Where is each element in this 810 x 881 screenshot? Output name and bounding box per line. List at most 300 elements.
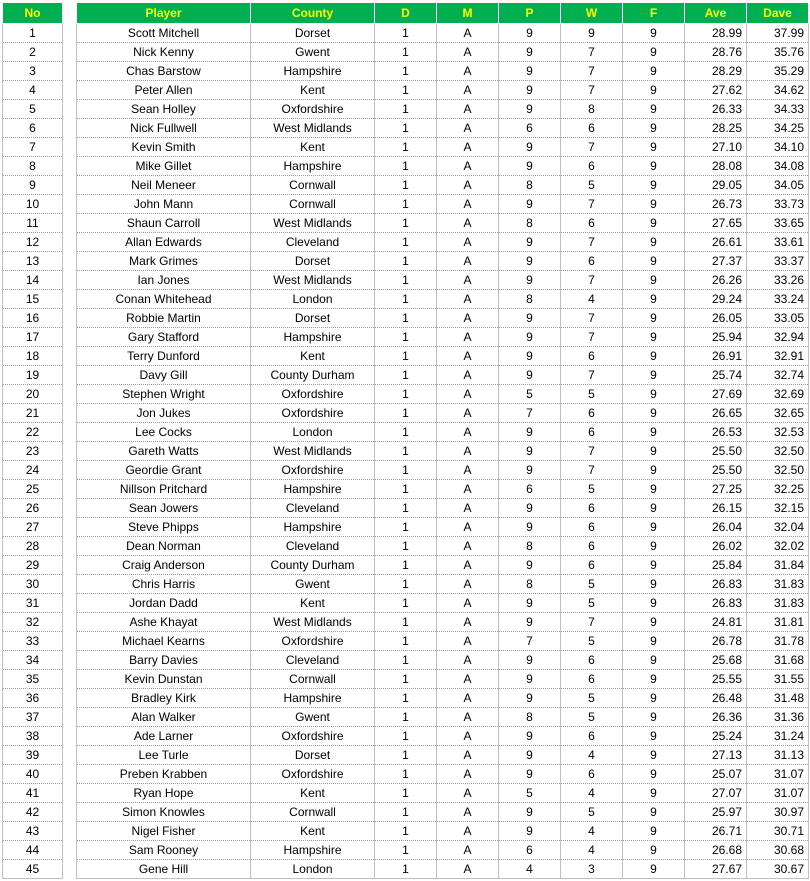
division-cell: 1 xyxy=(375,271,437,290)
county-cell: Cleveland xyxy=(251,499,375,518)
won-cell: 5 xyxy=(561,632,623,651)
played-cell: 9 xyxy=(499,233,561,252)
table-row xyxy=(77,24,809,43)
m-cell: A xyxy=(437,860,499,879)
table-row xyxy=(77,746,809,765)
played-cell: 9 xyxy=(499,62,561,81)
division-cell: 1 xyxy=(375,100,437,119)
m-cell: A xyxy=(437,157,499,176)
table-row xyxy=(77,556,809,575)
player-cell: Shaun Carroll xyxy=(77,214,251,233)
division-cell: 1 xyxy=(375,81,437,100)
rank-cell: 21 xyxy=(3,404,63,423)
won-cell: 4 xyxy=(561,784,623,803)
table-row xyxy=(3,803,63,822)
player-cell: Sam Rooney xyxy=(77,841,251,860)
f-cell: 9 xyxy=(623,100,685,119)
average-cell: 26.73 xyxy=(685,195,747,214)
average-cell: 26.61 xyxy=(685,233,747,252)
played-cell: 9 xyxy=(499,613,561,632)
player-cell: Nigel Fisher xyxy=(77,822,251,841)
table-row xyxy=(77,575,809,594)
county-cell: Oxfordshire xyxy=(251,765,375,784)
m-cell: A xyxy=(437,727,499,746)
county-cell: Hampshire xyxy=(251,518,375,537)
dave-cell: 33.73 xyxy=(747,195,809,214)
dave-cell: 35.29 xyxy=(747,62,809,81)
rank-cell: 5 xyxy=(3,100,63,119)
county-cell: County Durham xyxy=(251,366,375,385)
player-cell: Nillson Pritchard xyxy=(77,480,251,499)
average-cell: 27.65 xyxy=(685,214,747,233)
county-cell: Kent xyxy=(251,81,375,100)
f-cell: 9 xyxy=(623,176,685,195)
average-cell: 25.24 xyxy=(685,727,747,746)
player-cell: Jordan Dadd xyxy=(77,594,251,613)
table-row xyxy=(77,366,809,385)
table-row xyxy=(77,841,809,860)
won-cell: 4 xyxy=(561,841,623,860)
division-cell: 1 xyxy=(375,784,437,803)
played-cell: 9 xyxy=(499,347,561,366)
dave-cell: 32.91 xyxy=(747,347,809,366)
rank-cell: 38 xyxy=(3,727,63,746)
table-row xyxy=(77,822,809,841)
m-cell: A xyxy=(437,841,499,860)
f-cell: 9 xyxy=(623,860,685,879)
division-cell: 1 xyxy=(375,423,437,442)
table-row xyxy=(77,309,809,328)
rank-cell: 28 xyxy=(3,537,63,556)
table-row xyxy=(3,860,63,879)
f-cell: 9 xyxy=(623,195,685,214)
m-cell: A xyxy=(437,689,499,708)
dave-cell: 31.07 xyxy=(747,765,809,784)
division-cell: 1 xyxy=(375,442,437,461)
rank-cell: 11 xyxy=(3,214,63,233)
m-cell: A xyxy=(437,537,499,556)
played-cell: 9 xyxy=(499,670,561,689)
won-cell: 4 xyxy=(561,822,623,841)
m-cell: A xyxy=(437,271,499,290)
dave-cell: 31.83 xyxy=(747,594,809,613)
table-row xyxy=(3,822,63,841)
table-row xyxy=(77,233,809,252)
county-cell: Gwent xyxy=(251,575,375,594)
rank-cell: 2 xyxy=(3,43,63,62)
rank-cell: 42 xyxy=(3,803,63,822)
f-cell: 9 xyxy=(623,746,685,765)
table-row xyxy=(3,461,63,480)
table-row xyxy=(77,290,809,309)
table-row xyxy=(77,727,809,746)
m-cell: A xyxy=(437,423,499,442)
table-row xyxy=(3,62,63,81)
table-row xyxy=(77,499,809,518)
won-cell: 6 xyxy=(561,347,623,366)
average-cell: 28.25 xyxy=(685,119,747,138)
player-cell: Stephen Wright xyxy=(77,385,251,404)
played-cell: 9 xyxy=(499,423,561,442)
dave-cell: 33.24 xyxy=(747,290,809,309)
played-cell: 9 xyxy=(499,138,561,157)
average-cell: 26.26 xyxy=(685,271,747,290)
player-cell: Peter Allen xyxy=(77,81,251,100)
player-cell: Mark Grimes xyxy=(77,252,251,271)
f-cell: 9 xyxy=(623,461,685,480)
division-cell: 1 xyxy=(375,765,437,784)
average-cell: 28.08 xyxy=(685,157,747,176)
player-cell: Michael Kearns xyxy=(77,632,251,651)
county-cell: Oxfordshire xyxy=(251,632,375,651)
rank-cell: 15 xyxy=(3,290,63,309)
table-row xyxy=(77,138,809,157)
county-cell: West Midlands xyxy=(251,119,375,138)
won-cell: 6 xyxy=(561,499,623,518)
county-cell: Cleveland xyxy=(251,651,375,670)
player-cell: Lee Cocks xyxy=(77,423,251,442)
won-cell: 6 xyxy=(561,214,623,233)
player-stats-table xyxy=(76,2,809,879)
division-cell: 1 xyxy=(375,461,437,480)
played-cell: 9 xyxy=(499,689,561,708)
won-cell: 5 xyxy=(561,575,623,594)
won-cell: 4 xyxy=(561,290,623,309)
average-cell: 27.13 xyxy=(685,746,747,765)
dave-cell: 31.07 xyxy=(747,784,809,803)
header-county: County xyxy=(251,3,375,24)
player-cell: Steve Phipps xyxy=(77,518,251,537)
division-cell: 1 xyxy=(375,366,437,385)
dave-cell: 37.99 xyxy=(747,24,809,43)
table-row xyxy=(3,290,63,309)
table-row xyxy=(77,81,809,100)
table-row xyxy=(3,423,63,442)
division-cell: 1 xyxy=(375,43,437,62)
won-cell: 5 xyxy=(561,689,623,708)
f-cell: 9 xyxy=(623,480,685,499)
table-row xyxy=(77,404,809,423)
player-stats-body xyxy=(77,24,809,879)
dave-cell: 32.74 xyxy=(747,366,809,385)
average-cell: 29.05 xyxy=(685,176,747,195)
table-row xyxy=(77,461,809,480)
player-cell: Kevin Smith xyxy=(77,138,251,157)
county-cell: Cornwall xyxy=(251,195,375,214)
won-cell: 7 xyxy=(561,309,623,328)
won-cell: 5 xyxy=(561,480,623,499)
won-cell: 7 xyxy=(561,271,623,290)
played-cell: 9 xyxy=(499,765,561,784)
division-cell: 1 xyxy=(375,176,437,195)
player-cell: Allan Edwards xyxy=(77,233,251,252)
played-cell: 9 xyxy=(499,803,561,822)
won-cell: 5 xyxy=(561,594,623,613)
m-cell: A xyxy=(437,138,499,157)
rank-cell: 39 xyxy=(3,746,63,765)
county-cell: London xyxy=(251,423,375,442)
dave-cell: 31.78 xyxy=(747,632,809,651)
division-cell: 1 xyxy=(375,404,437,423)
f-cell: 9 xyxy=(623,537,685,556)
played-cell: 7 xyxy=(499,632,561,651)
f-cell: 9 xyxy=(623,157,685,176)
table-row xyxy=(77,252,809,271)
dave-cell: 31.83 xyxy=(747,575,809,594)
county-cell: Dorset xyxy=(251,24,375,43)
county-cell: Kent xyxy=(251,594,375,613)
county-cell: Cornwall xyxy=(251,176,375,195)
table-row xyxy=(3,708,63,727)
won-cell: 5 xyxy=(561,803,623,822)
dave-cell: 32.65 xyxy=(747,404,809,423)
m-cell: A xyxy=(437,309,499,328)
player-cell: Kevin Dunstan xyxy=(77,670,251,689)
average-cell: 24.81 xyxy=(685,613,747,632)
won-cell: 5 xyxy=(561,708,623,727)
table-row xyxy=(3,309,63,328)
dave-cell: 32.04 xyxy=(747,518,809,537)
division-cell: 1 xyxy=(375,822,437,841)
played-cell: 9 xyxy=(499,442,561,461)
won-cell: 7 xyxy=(561,461,623,480)
played-cell: 4 xyxy=(499,860,561,879)
rank-cell: 32 xyxy=(3,613,63,632)
header-dave: Dave xyxy=(747,3,809,24)
table-row xyxy=(3,746,63,765)
f-cell: 9 xyxy=(623,366,685,385)
won-cell: 6 xyxy=(561,537,623,556)
table-row xyxy=(77,651,809,670)
player-cell: Gary Stafford xyxy=(77,328,251,347)
division-cell: 1 xyxy=(375,708,437,727)
average-cell: 25.50 xyxy=(685,461,747,480)
won-cell: 6 xyxy=(561,670,623,689)
won-cell: 6 xyxy=(561,252,623,271)
played-cell: 6 xyxy=(499,480,561,499)
division-cell: 1 xyxy=(375,328,437,347)
table-row xyxy=(3,765,63,784)
rank-cell: 41 xyxy=(3,784,63,803)
dave-cell: 33.05 xyxy=(747,309,809,328)
division-cell: 1 xyxy=(375,138,437,157)
m-cell: A xyxy=(437,803,499,822)
player-cell: Sean Jowers xyxy=(77,499,251,518)
table-row xyxy=(3,727,63,746)
table-row xyxy=(77,271,809,290)
table-row xyxy=(77,328,809,347)
division-cell: 1 xyxy=(375,556,437,575)
player-cell: Ashe Khayat xyxy=(77,613,251,632)
average-cell: 26.83 xyxy=(685,594,747,613)
m-cell: A xyxy=(437,233,499,252)
dave-cell: 31.55 xyxy=(747,670,809,689)
f-cell: 9 xyxy=(623,765,685,784)
rank-cell: 24 xyxy=(3,461,63,480)
division-cell: 1 xyxy=(375,499,437,518)
won-cell: 7 xyxy=(561,43,623,62)
rank-number-table xyxy=(2,2,63,879)
county-cell: Hampshire xyxy=(251,689,375,708)
division-cell: 1 xyxy=(375,746,437,765)
rank-cell: 36 xyxy=(3,689,63,708)
dave-cell: 31.81 xyxy=(747,613,809,632)
played-cell: 9 xyxy=(499,461,561,480)
f-cell: 9 xyxy=(623,727,685,746)
average-cell: 25.84 xyxy=(685,556,747,575)
division-cell: 1 xyxy=(375,290,437,309)
player-cell: Simon Knowles xyxy=(77,803,251,822)
table-row xyxy=(77,632,809,651)
table-row xyxy=(77,594,809,613)
dave-cell: 33.37 xyxy=(747,252,809,271)
played-cell: 8 xyxy=(499,214,561,233)
county-cell: Oxfordshire xyxy=(251,385,375,404)
m-cell: A xyxy=(437,195,499,214)
player-cell: Preben Krabben xyxy=(77,765,251,784)
player-cell: Lee Turle xyxy=(77,746,251,765)
won-cell: 5 xyxy=(561,176,623,195)
average-cell: 27.25 xyxy=(685,480,747,499)
county-cell: London xyxy=(251,860,375,879)
m-cell: A xyxy=(437,499,499,518)
header-f: F xyxy=(623,3,685,24)
m-cell: A xyxy=(437,366,499,385)
dave-cell: 33.65 xyxy=(747,214,809,233)
rank-cell: 20 xyxy=(3,385,63,404)
player-cell: Mike Gillet xyxy=(77,157,251,176)
rank-cell: 35 xyxy=(3,670,63,689)
f-cell: 9 xyxy=(623,24,685,43)
dave-cell: 30.67 xyxy=(747,860,809,879)
average-cell: 26.04 xyxy=(685,518,747,537)
average-cell: 29.24 xyxy=(685,290,747,309)
won-cell: 7 xyxy=(561,138,623,157)
m-cell: A xyxy=(437,651,499,670)
player-cell: Nick Fullwell xyxy=(77,119,251,138)
county-cell: Dorset xyxy=(251,252,375,271)
average-cell: 25.68 xyxy=(685,651,747,670)
player-cell: Davy Gill xyxy=(77,366,251,385)
dave-cell: 31.84 xyxy=(747,556,809,575)
won-cell: 6 xyxy=(561,119,623,138)
dave-cell: 32.50 xyxy=(747,442,809,461)
player-cell: Ryan Hope xyxy=(77,784,251,803)
played-cell: 8 xyxy=(499,537,561,556)
dave-cell: 31.24 xyxy=(747,727,809,746)
f-cell: 9 xyxy=(623,138,685,157)
m-cell: A xyxy=(437,81,499,100)
average-cell: 26.91 xyxy=(685,347,747,366)
won-cell: 7 xyxy=(561,81,623,100)
table-row xyxy=(3,100,63,119)
average-cell: 26.83 xyxy=(685,575,747,594)
played-cell: 6 xyxy=(499,119,561,138)
rank-cell: 18 xyxy=(3,347,63,366)
table-row xyxy=(77,43,809,62)
table-row xyxy=(77,100,809,119)
player-cell: Gene Hill xyxy=(77,860,251,879)
rank-cell: 30 xyxy=(3,575,63,594)
rank-cell: 19 xyxy=(3,366,63,385)
average-cell: 26.05 xyxy=(685,309,747,328)
dave-cell: 32.94 xyxy=(747,328,809,347)
f-cell: 9 xyxy=(623,43,685,62)
m-cell: A xyxy=(437,43,499,62)
f-cell: 9 xyxy=(623,784,685,803)
m-cell: A xyxy=(437,784,499,803)
m-cell: A xyxy=(437,480,499,499)
m-cell: A xyxy=(437,100,499,119)
m-cell: A xyxy=(437,556,499,575)
division-cell: 1 xyxy=(375,803,437,822)
average-cell: 25.74 xyxy=(685,366,747,385)
f-cell: 9 xyxy=(623,518,685,537)
played-cell: 9 xyxy=(499,271,561,290)
player-cell: Geordie Grant xyxy=(77,461,251,480)
player-cell: Robbie Martin xyxy=(77,309,251,328)
dave-cell: 34.05 xyxy=(747,176,809,195)
m-cell: A xyxy=(437,746,499,765)
dave-cell: 31.48 xyxy=(747,689,809,708)
won-cell: 7 xyxy=(561,366,623,385)
table-row xyxy=(3,138,63,157)
table-row xyxy=(3,613,63,632)
header-ave: Ave xyxy=(685,3,747,24)
dave-cell: 30.68 xyxy=(747,841,809,860)
dave-cell: 32.02 xyxy=(747,537,809,556)
f-cell: 9 xyxy=(623,670,685,689)
played-cell: 7 xyxy=(499,404,561,423)
average-cell: 25.94 xyxy=(685,328,747,347)
played-cell: 9 xyxy=(499,100,561,119)
player-cell: Chris Harris xyxy=(77,575,251,594)
played-cell: 8 xyxy=(499,575,561,594)
county-cell: Gwent xyxy=(251,43,375,62)
dave-cell: 32.69 xyxy=(747,385,809,404)
player-cell: Gareth Watts xyxy=(77,442,251,461)
average-cell: 27.37 xyxy=(685,252,747,271)
division-cell: 1 xyxy=(375,309,437,328)
table-row xyxy=(3,214,63,233)
dave-cell: 33.61 xyxy=(747,233,809,252)
played-cell: 9 xyxy=(499,195,561,214)
won-cell: 6 xyxy=(561,556,623,575)
county-cell: Gwent xyxy=(251,708,375,727)
won-cell: 6 xyxy=(561,157,623,176)
won-cell: 7 xyxy=(561,195,623,214)
won-cell: 6 xyxy=(561,727,623,746)
average-cell: 25.97 xyxy=(685,803,747,822)
rank-cell: 44 xyxy=(3,841,63,860)
table-row xyxy=(3,651,63,670)
table-row xyxy=(3,404,63,423)
average-cell: 26.78 xyxy=(685,632,747,651)
table-row xyxy=(3,271,63,290)
county-cell: Oxfordshire xyxy=(251,100,375,119)
table-row xyxy=(3,366,63,385)
won-cell: 6 xyxy=(561,423,623,442)
rank-cell: 3 xyxy=(3,62,63,81)
table-row xyxy=(3,442,63,461)
player-cell: Sean Holley xyxy=(77,100,251,119)
f-cell: 9 xyxy=(623,271,685,290)
county-cell: Kent xyxy=(251,822,375,841)
average-cell: 28.99 xyxy=(685,24,747,43)
average-cell: 28.29 xyxy=(685,62,747,81)
table-row xyxy=(77,689,809,708)
table-row xyxy=(3,499,63,518)
